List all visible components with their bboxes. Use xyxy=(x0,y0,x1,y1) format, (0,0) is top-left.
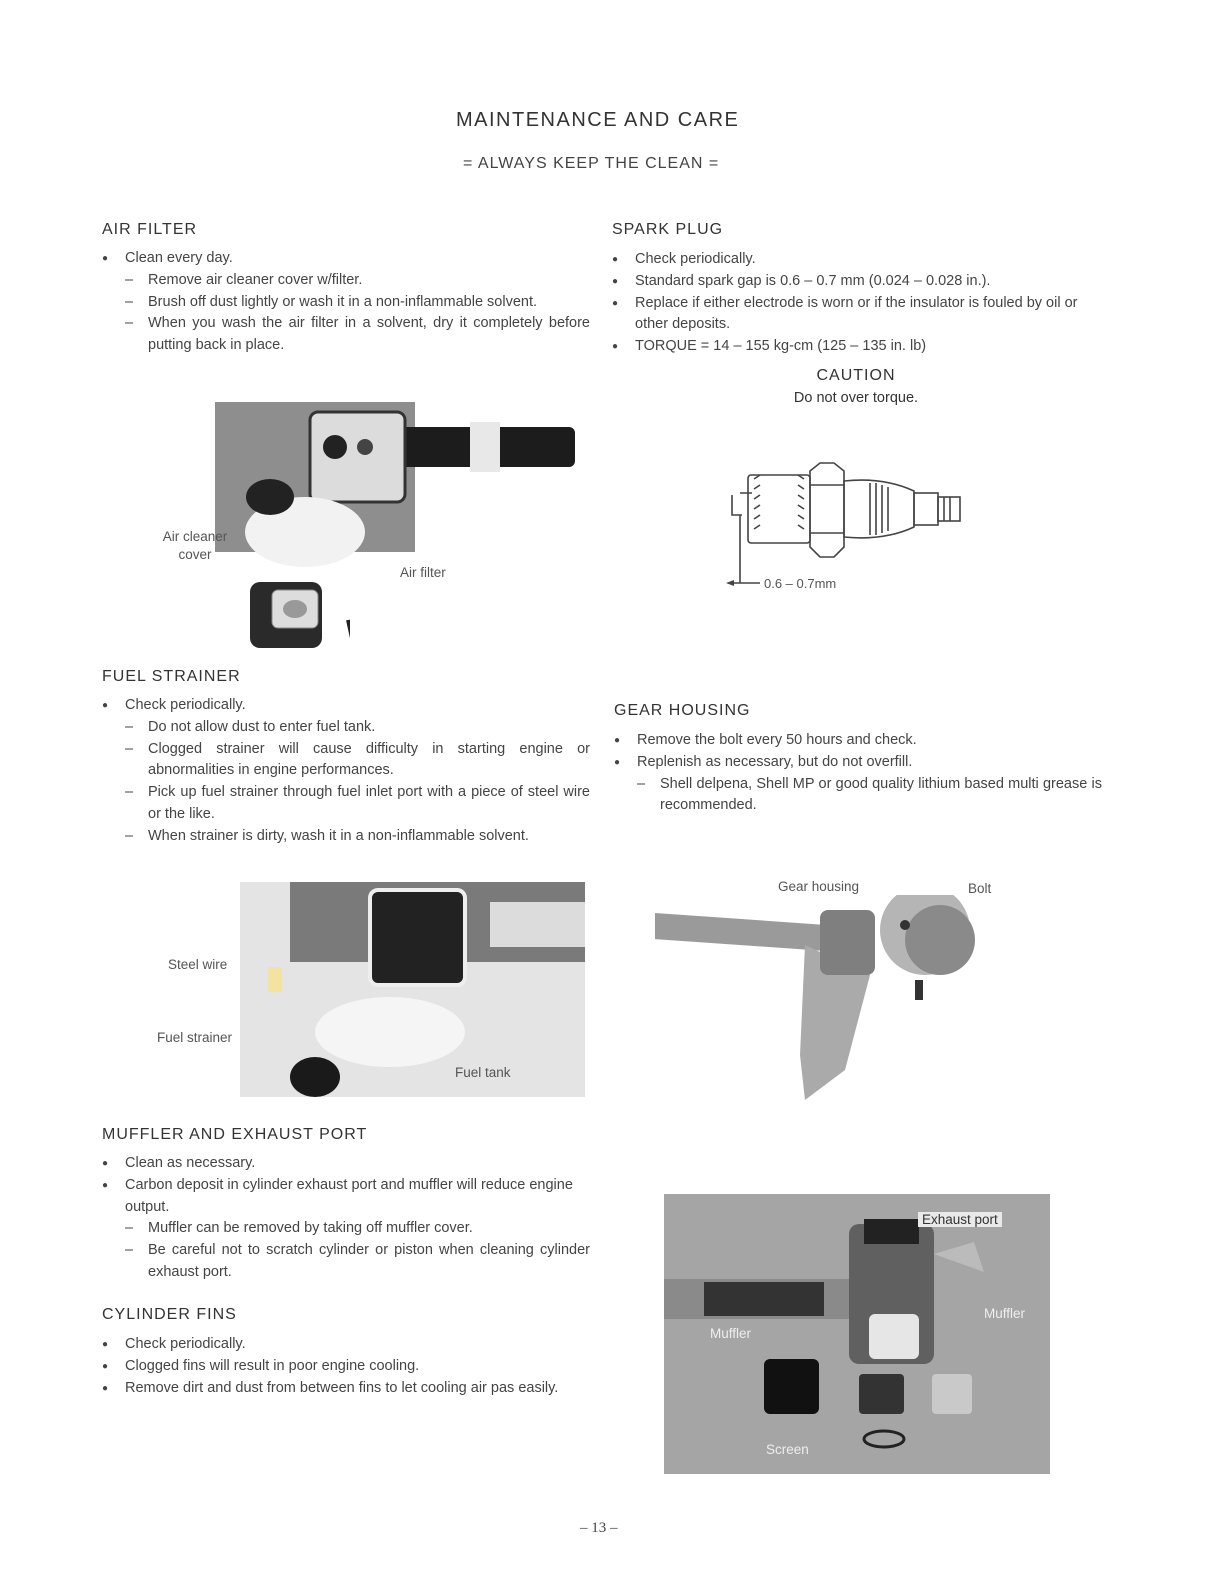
air-filter-photo xyxy=(215,402,575,582)
bullet-item: ● Clean every day. xyxy=(102,248,590,270)
dash-item: – When you wash the air filter in a solvent, dry it completely before putting back in place. xyxy=(102,313,590,357)
bullet-item: ● Remove dirt and dust from between fins to let cooling air pas easily. xyxy=(102,1378,590,1400)
gear-housing-label: Gear housing xyxy=(778,879,860,894)
bullet-item: ● Check periodically. xyxy=(102,695,590,717)
spark-plug-section xyxy=(612,249,1100,358)
air-filter-section xyxy=(102,248,590,357)
gear-housing-section xyxy=(614,730,1102,817)
bullet-item: ● Standard spark gap is 0.6 – 0.7 mm (0.024 – 0.028 in.). xyxy=(612,271,1100,293)
bullet-item: ● Clogged fins will result in poor engine cooling. xyxy=(102,1356,590,1378)
air-cleaner-cover-label: Air cleaner cover xyxy=(162,529,228,562)
dash-item: – Remove air cleaner cover w/filter. xyxy=(102,270,590,292)
screen-label: Screen xyxy=(766,1442,809,1457)
muffler-section xyxy=(102,1153,590,1284)
dash-item: – Be careful not to scratch cylinder or piston when cleaning cylinder exhaust port. xyxy=(102,1240,590,1284)
bullet-item: ● Check periodically. xyxy=(612,249,1100,271)
page-title: MAINTENANCE AND CARE xyxy=(456,109,740,131)
muffler-heading: MUFFLER AND EXHAUST PORT xyxy=(102,1126,368,1143)
dash-item: – Shell delpena, Shell MP or good quality lithium based multi grease is recommended. xyxy=(614,774,1102,818)
bullet-item: ● Replace if either electrode is worn or if the insulator is fouled by oil or other deposits. xyxy=(612,293,1100,337)
caution-text: Do not over torque. xyxy=(793,390,919,406)
dash-item: – Brush off dust lightly or wash it in a non-inflammable solvent. xyxy=(102,292,590,314)
dash-item: – Muffler can be removed by taking off muffler cover. xyxy=(102,1218,590,1240)
cylinder-fins-heading: CYLINDER FINS xyxy=(102,1306,237,1323)
spark-plug-heading: SPARK PLUG xyxy=(612,221,724,238)
air-cleaner-cover-part xyxy=(250,578,350,650)
page-subtitle: = ALWAYS KEEP THE CLEAN = xyxy=(463,155,720,172)
dash-item: – When strainer is dirty, wash it in a non-inflammable solvent. xyxy=(102,826,590,848)
bullet-item: ● Replenish as necessary, but do not overfill. xyxy=(614,752,1102,774)
air-filter-heading: AIR FILTER xyxy=(102,221,198,238)
fuel-strainer-section xyxy=(102,695,590,848)
fuel-strainer-label: Fuel strainer xyxy=(157,1030,233,1045)
dash-item: – Clogged strainer will cause difficulty in starting engine or abnormalities in engine performances. xyxy=(102,739,590,783)
spark-plug-diagram xyxy=(720,455,970,605)
bullet-item: ● TORQUE = 14 – 155 kg-cm (125 – 135 in. lb) xyxy=(612,336,1100,358)
cylinder-fins-section xyxy=(102,1334,590,1399)
dash-item: – Do not allow dust to enter fuel tank. xyxy=(102,717,590,739)
steel-wire-label: Steel wire xyxy=(168,957,228,972)
bullet-item: ● Clean as necessary. xyxy=(102,1153,590,1175)
bolt-label: Bolt xyxy=(968,881,992,896)
dash-item: – Pick up fuel strainer through fuel inlet port with a piece of steel wire or the like. xyxy=(102,782,590,826)
fuel-strainer-heading: FUEL STRAINER xyxy=(102,668,241,685)
page-number: – 13 – xyxy=(580,1520,618,1536)
spark-gap-label: 0.6 – 0.7mm xyxy=(764,576,837,591)
air-filter-label: Air filter xyxy=(400,565,446,580)
fuel-tank-label: Fuel tank xyxy=(455,1065,511,1080)
exhaust-port-label: Exhaust port xyxy=(918,1212,1002,1227)
muffler-right-label: Muffler xyxy=(984,1306,1026,1321)
gear-housing-photo xyxy=(655,895,985,1100)
caution-title: CAUTION xyxy=(816,367,896,384)
exhaust-port-photo xyxy=(664,1194,1050,1474)
gear-housing-heading: GEAR HOUSING xyxy=(614,702,751,719)
bullet-item: ● Check periodically. xyxy=(102,1334,590,1356)
bullet-item: ● Remove the bolt every 50 hours and check. xyxy=(614,730,1102,752)
bullet-item: ● Carbon deposit in cylinder exhaust port and muffler will reduce engine output. xyxy=(102,1175,590,1219)
fuel-strainer-photo xyxy=(240,882,585,1097)
muffler-left-label: Muffler xyxy=(710,1326,752,1341)
